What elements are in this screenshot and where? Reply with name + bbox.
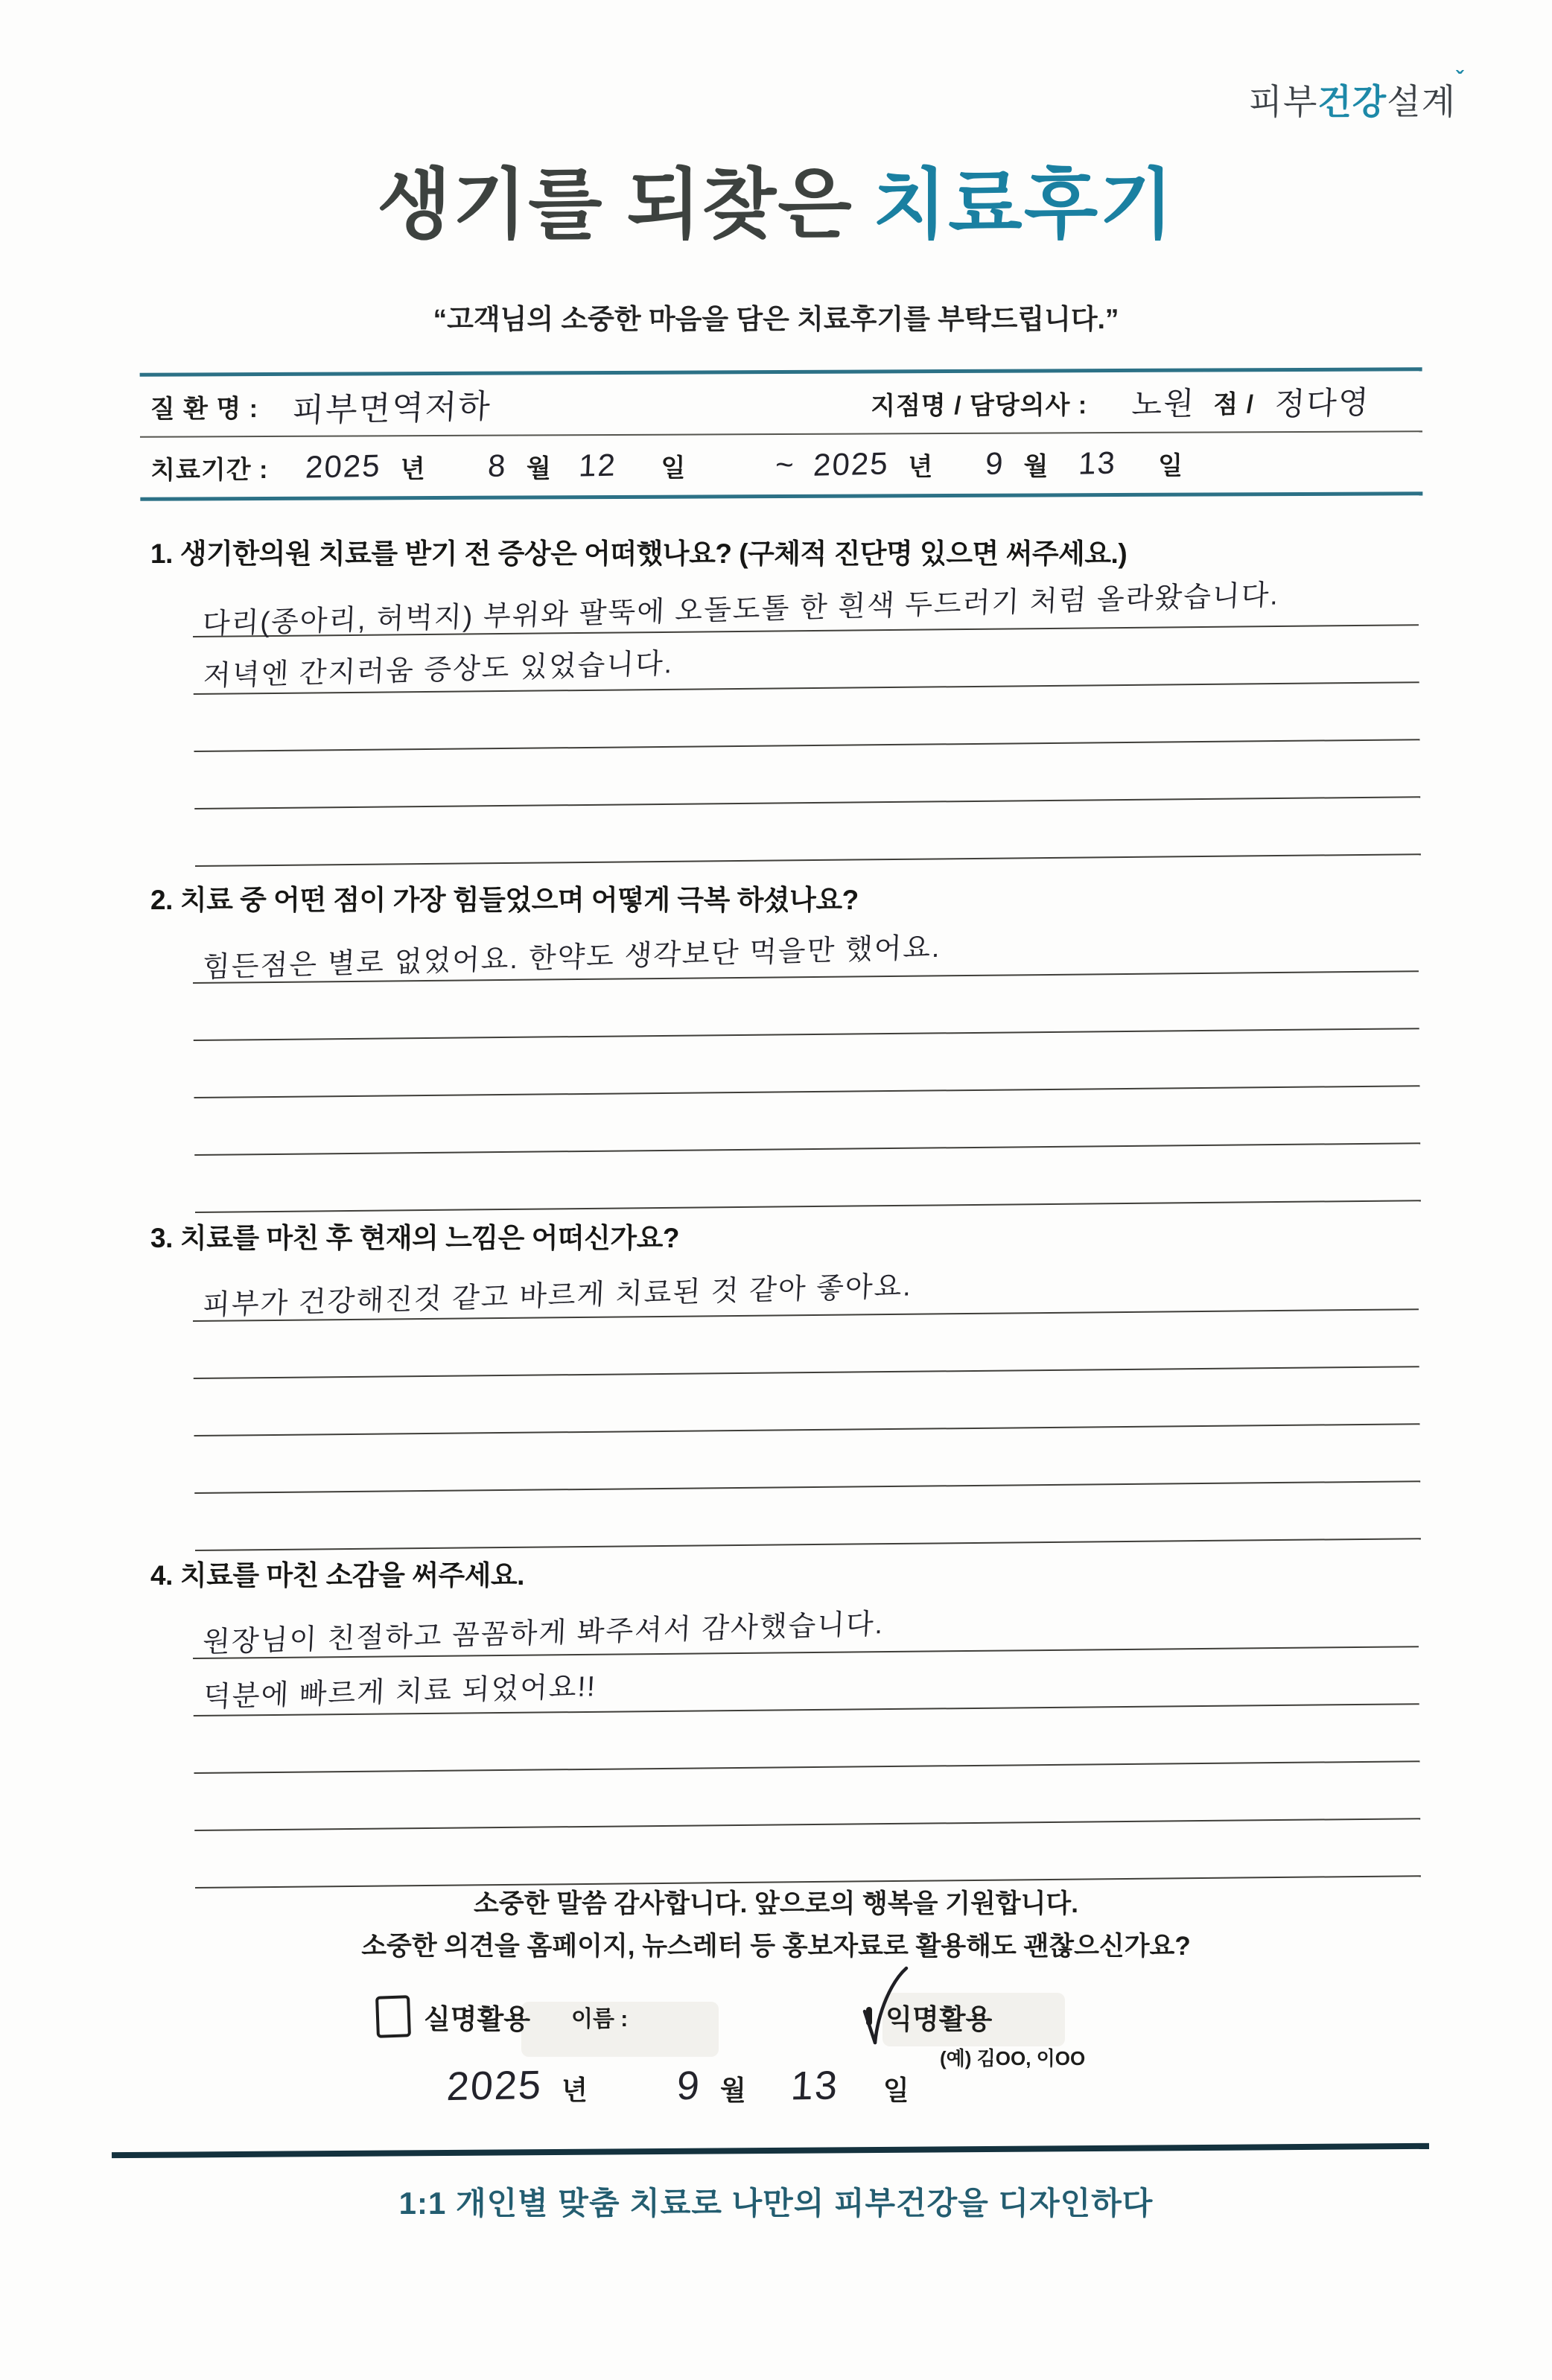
treatment-period-label: 치료기간 : <box>150 455 269 485</box>
page-subtitle: “고객님의 소중한 마음을 담은 치료후기를 부탁드립니다.” <box>433 304 1119 334</box>
question-4-text: 치료를 마친 소감을 써주세요. <box>179 1560 524 1591</box>
handwritten-answer: 덕분에 빠르게 치료 되었어요!! <box>203 1671 597 1714</box>
start-day-unit: 일 <box>661 454 687 483</box>
question-2-number: 2. <box>150 885 173 915</box>
question-1-answer-area <box>192 568 1421 867</box>
end-day-unit: 일 <box>1158 451 1184 480</box>
brand-logo-suffix: 설계 <box>1387 82 1456 121</box>
start-month-handwritten: 8 <box>487 448 509 483</box>
realname-label: 실명활용 <box>424 2004 530 2034</box>
brand-tagline: 1:1 개인별 맞춤 치료로 나만의 피부건강을 디자인하다 <box>398 2186 1154 2221</box>
question-2-text: 치료 중 어떤 점이 가장 힘들었으며 어떻게 극복 하셨나요? <box>179 885 859 915</box>
handwritten-answer: 피부가 건강해진것 같고 바르게 치료된 것 같아 좋아요. <box>202 1270 913 1322</box>
question-4-answer-area <box>192 1590 1421 1889</box>
brand-logo <box>1248 67 1464 124</box>
tilde-handwritten: ~ <box>775 446 797 483</box>
name-label: 이름 : <box>570 2007 629 2031</box>
treatment-period-row <box>140 432 1422 497</box>
anonymous-checkbox-checkmark <box>859 1965 926 2047</box>
answer-line <box>194 1482 1421 1551</box>
end-day-handwritten: 13 <box>1078 445 1118 481</box>
question-1-number: 1. <box>150 538 173 569</box>
question-1-block <box>140 531 1422 867</box>
question-1-text: 생기한의원 치료를 받기 전 증상은 어떠했나요? (구체적 진단명 있으면 써주세요.) <box>179 538 1128 569</box>
page-title-prefix: 생기를 되찾은 <box>377 162 853 247</box>
consent-options-row <box>376 1996 992 2037</box>
question-4-heading <box>140 1553 1422 1593</box>
answer-line <box>194 1819 1421 1889</box>
disease-value-handwritten: 피부면역저하 <box>291 388 493 430</box>
patient-info-table <box>140 367 1423 501</box>
end-month-unit: 월 <box>1023 451 1049 481</box>
page-title-accent: 치료후기 <box>872 162 1175 247</box>
signature-date-row <box>447 2063 909 2109</box>
start-year-handwritten: 2025 <box>305 448 382 485</box>
question-4-block <box>140 1553 1422 1889</box>
date-day-unit: 일 <box>882 2075 909 2105</box>
start-day-handwritten: 12 <box>577 447 617 483</box>
brand-logo-accent: 건강 <box>1317 82 1387 121</box>
end-year-handwritten: 2025 <box>812 445 890 483</box>
question-3-heading <box>140 1215 1422 1256</box>
date-day-handwritten: 13 <box>789 2063 840 2109</box>
handwritten-answer: 원장님이 친절하고 꼼꼼하게 봐주셔서 감사했습니다. <box>202 1609 885 1658</box>
date-year-unit: 년 <box>562 2075 588 2105</box>
closing-message-line1: 소중한 말씀 감사합니다. 앞으로의 행복을 기원합니다. <box>474 1889 1078 1918</box>
end-month-handwritten: 9 <box>985 445 1005 482</box>
doctor-value-handwritten: 정다영 <box>1273 384 1371 422</box>
handwritten-answer: 저녁엔 간지러움 증상도 있었습니다. <box>203 648 675 693</box>
disease-row <box>140 371 1422 438</box>
handwritten-answer: 힘든점은 별로 없었어요. 한약도 생각보단 먹을만 했어요. <box>202 932 942 984</box>
date-month-handwritten: 9 <box>675 2063 702 2109</box>
answer-line <box>194 1144 1421 1213</box>
start-year-unit: 년 <box>400 454 426 483</box>
bottom-divider-line <box>112 2143 1429 2158</box>
handwritten-answer: 다리(종아리, 허벅지) 부위와 팔뚝에 오돌도톨 한 흰색 두드러기 처럼 올라왔습니다. <box>201 579 1280 640</box>
question-2-block <box>140 877 1422 1213</box>
question-1-heading <box>140 531 1422 571</box>
branch-value-handwritten: 노원 <box>1130 385 1197 422</box>
end-year-unit: 년 <box>908 452 934 481</box>
question-3-text: 치료를 마친 후 현재의 느낌은 어떠신가요? <box>179 1223 679 1253</box>
question-3-number: 3. <box>150 1223 173 1253</box>
question-2-answer-area <box>192 914 1421 1213</box>
question-4-number: 4. <box>150 1560 173 1591</box>
question-3-answer-area <box>192 1253 1421 1551</box>
example-note: (예) 김OO, 이OO <box>940 2047 1086 2069</box>
realname-checkbox <box>375 1995 411 2038</box>
start-month-unit: 월 <box>526 454 552 483</box>
brand-logo-prefix: 피부 <box>1248 82 1318 121</box>
question-3-block <box>140 1215 1422 1551</box>
anonymous-label: 익명활용 <box>885 2004 993 2034</box>
closing-message <box>0 1883 1552 1967</box>
branch-unit-label: 점 / <box>1213 389 1255 419</box>
branch-doctor-label: 지점명 / 담당의사 : <box>871 390 1088 420</box>
date-month-unit: 월 <box>719 2075 746 2105</box>
closing-message-line2: 소중한 의견을 홈페이지, 뉴스레터 등 홍보자료로 활용해도 괜찮으신가요? <box>361 1932 1191 1961</box>
branch-doctor-group <box>871 378 1422 425</box>
disease-label: 질 환 명 : <box>150 394 259 424</box>
date-year-handwritten: 2025 <box>445 2062 544 2110</box>
anonymous-checkbox-wrap <box>866 2010 872 2023</box>
answer-line <box>194 798 1421 867</box>
question-2-heading <box>140 877 1422 917</box>
brand-logo-check-mark: ˇ <box>1456 67 1464 92</box>
page-title <box>0 143 1552 253</box>
